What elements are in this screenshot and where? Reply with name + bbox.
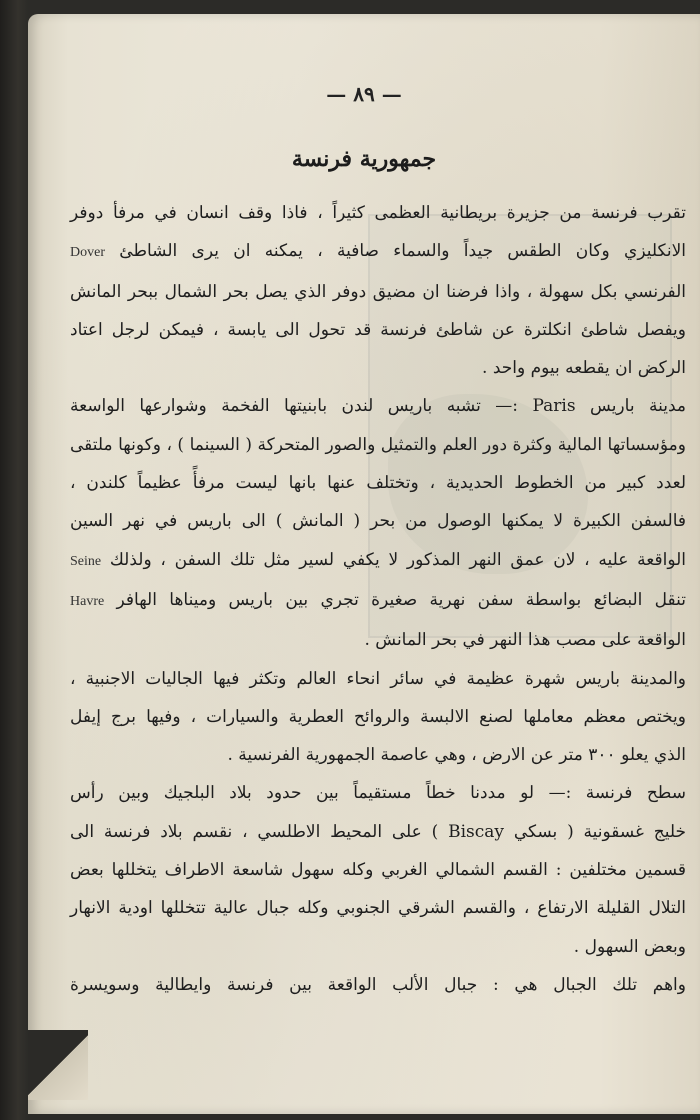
line-text: مدينة باريس Paris :— تشبه باريس لندن بابنيتها الفخمة وشوارعها الواسعة: [70, 396, 687, 417]
body-text: [70, 194, 686, 1004]
book-page: [28, 14, 700, 1114]
line-text: فالسفن الكبيرة لا يمكنها الوصول من بحر ( المانش ) الى باريس في نهر السين: [70, 511, 686, 532]
text-line: [70, 426, 686, 464]
line-text: ويفصل شاطئ انكلترة عن شاطئ فرنسة قد تحول الى يابسة ، فيمكن لرجل اعتاد: [70, 319, 686, 340]
line-text: الفرنسي بكل سهولة ، واذا فرضنا ان مضيق دوفر الذي يصل بحر الشمال ببحر المانش: [70, 281, 686, 302]
line-text: خليج غسقونية ( بسكي Biscay ) على المحيط الاطلسي ، نقسم بلاد فرنسة الى: [70, 821, 686, 842]
line-text: وبعض السهول .: [573, 936, 686, 957]
text-line: [70, 232, 686, 272]
line-text: واهم تلك الجبال هي : جبال الألب الواقعة بين فرنسة وايطالية وسويسرة: [70, 974, 686, 995]
text-line: [70, 311, 686, 349]
line-text: قسمين مختلفين : القسم الشمالي الغربي وكله سهول شاسعة الاطراف يتخللها بعض: [70, 860, 686, 881]
text-line: [70, 273, 686, 311]
text-line: [70, 928, 686, 966]
line-text: الانكليزي وكان الطقس جيداً والسماء صافية ، يمكنه ان يرى الشاطئ: [119, 241, 686, 262]
line-text: سطح فرنسة :— لو مددنا خطاً مستقيماً بين حدود بلاد البلجيك وبين رأس: [70, 783, 686, 804]
text-line: [70, 660, 686, 698]
line-text: لعدد كبير من الخطوط الحديدية ، وتختلف عنها بانها ليست مرفأً عظيماً كلندن ،: [70, 473, 686, 494]
text-line: [70, 851, 686, 889]
text-line: [70, 387, 686, 425]
text-line: [70, 464, 686, 502]
line-text: الذي يعلو ٣٠٠ متر عن الارض ، وهي عاصمة الجمهورية الفرنسية .: [227, 745, 686, 766]
line-text: الواقعة عليه ، لان عمق النهر المذكور لا يكفي لسير مثل تلك السفن ، ولذلك: [109, 549, 686, 570]
text-line: [70, 541, 686, 581]
latin-gloss: Havre: [70, 593, 105, 609]
text-line: [70, 581, 686, 621]
latin-gloss: Dover: [70, 245, 105, 261]
line-text: ويختص معظم معاملها لصنع الالبسة والروائح العطرية والسيارات ، وفيها برج إيفل: [70, 706, 686, 727]
line-text: التلال القليلة الارتفاع ، والقسم الشرقي الجنوبي وكله جبال عالية تتخللها اودية الانهار: [70, 898, 686, 919]
text-line: [70, 813, 686, 851]
line-text: الركض ان يقطعه بيوم واحد .: [482, 358, 686, 379]
text-line: [70, 774, 686, 812]
text-line: [70, 889, 686, 927]
text-line: [70, 698, 686, 736]
text-line: [70, 966, 686, 1004]
line-text: الواقعة على مصب هذا النهر في بحر المانش .: [364, 630, 686, 651]
line-text: والمدينة باريس شهرة عظيمة في سائر انحاء العالم وتكثر فيها الجاليات الاجنبية ،: [70, 668, 686, 689]
chapter-heading: جمهورية فرنسة: [291, 146, 437, 172]
latin-gloss: Seine: [70, 553, 102, 569]
text-line: [70, 502, 686, 540]
page-number: — ٨٩ —: [326, 82, 402, 106]
text-line: [70, 349, 686, 387]
line-text: تنقل البضائع بواسطة سفن نهرية صغيرة تجري بين باريس وميناها الهافر: [116, 589, 687, 610]
text-line: [70, 194, 686, 232]
text-line: [70, 736, 686, 774]
text-line: [70, 621, 686, 659]
line-text: ومؤسساتها المالية وكثرة دور العلم والتمثيل والصور المتحركة ( السينما ) ، وكونها ملتقى: [70, 434, 686, 455]
folded-corner: [28, 1030, 88, 1100]
line-text: تقرب فرنسة من جزيرة بريطانية العظمى كثيراً ، فاذا وقف انسان في مرفأ دوفر: [70, 203, 686, 223]
